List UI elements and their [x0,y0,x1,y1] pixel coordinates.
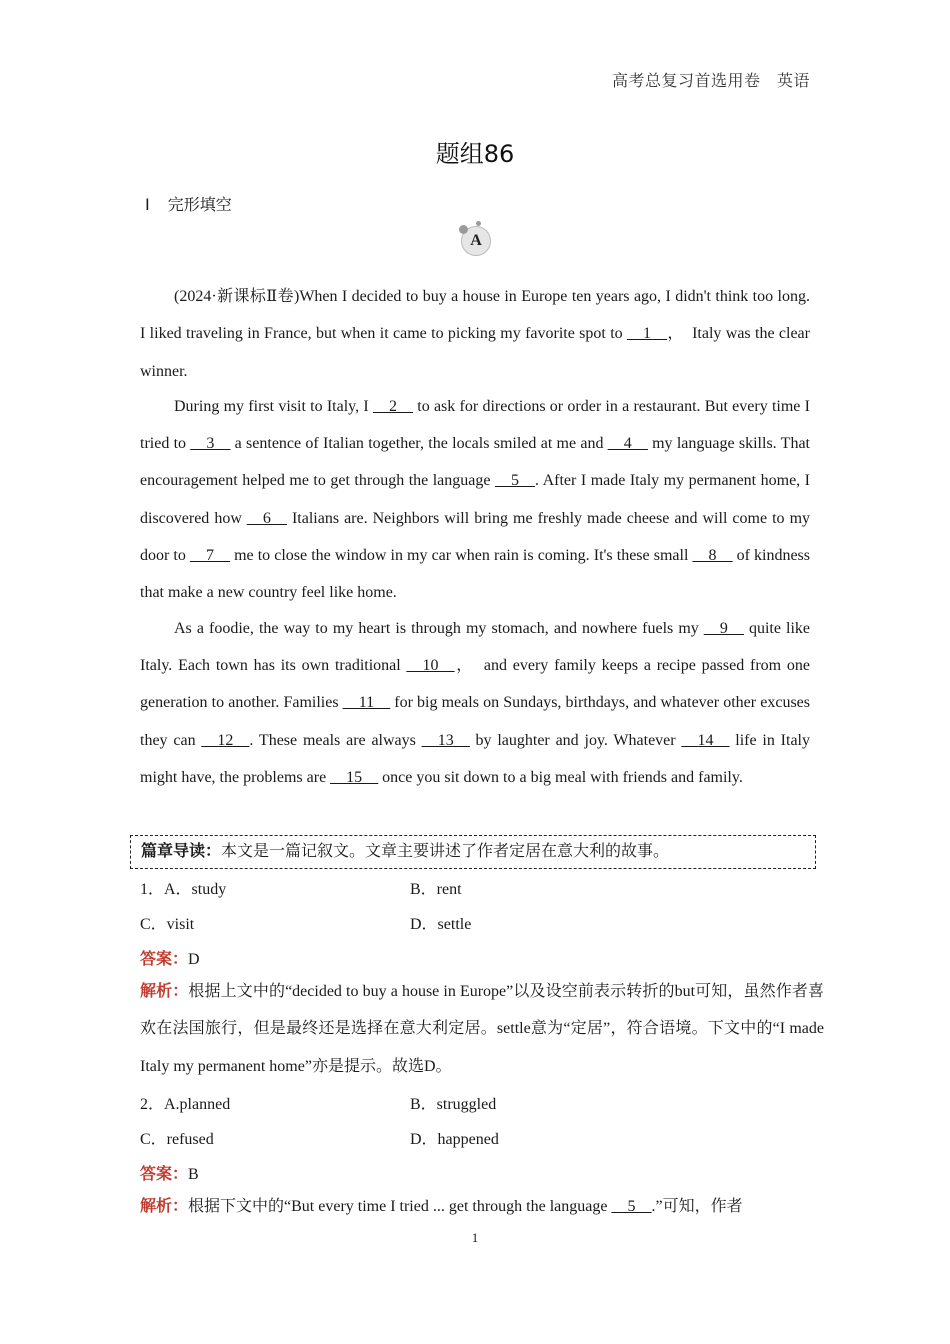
passage-paragraph-1 [140,278,810,390]
passage-a-badge-icon [461,226,491,256]
chapter-guide-box [130,835,816,869]
passage-text: my language skills. That encouragement helped me to get through the language [140,435,810,490]
blank-13: __13__ [421,731,470,749]
blank-3: __3__ [190,435,231,453]
cloze-passage [140,278,810,794]
blank-11: __11__ [342,694,391,712]
guide-text: 本文是一篇记叙文。文章主要讲述了作者定居在意大利的故事。 [221,843,670,860]
header-title: 高考总复习首选用卷 英语 [611,73,810,90]
q2-answer [140,1161,199,1184]
explanation-label: 解析： [140,1196,189,1215]
blank-9: __9__ [703,619,744,637]
page-number: 1 [471,1230,479,1245]
passage-text: me to close the window in my car when rain is coming. It's these small [229,547,693,565]
guide-label: 篇章导读： [141,841,222,860]
answer-value: D [188,951,200,968]
passage-text: by laughter and joy. Whatever [469,731,682,749]
q2-option-d: D．happened [410,1131,499,1148]
section-label: 完形填空 [167,195,232,214]
explanation-text: .”可知，作者 [651,1198,743,1215]
q1-option-d: D．settle [410,916,472,933]
passage-text: ， and every family keeps a recipe passed from one generation to another. Families [140,656,811,712]
blank-10: __10__ [406,656,455,674]
explanation-text: 根据上文中的“decided to buy a house in Europe”以及设空前表示转折的but可知，虽然作者喜欢在法国旅行，但是最终还是选择在意大利定居。settle意为“定居”，符合语境。下文中的“I made Italy my permanent home”亦是提示。故选D。 [140,983,824,1075]
explanation-label: 解析： [140,981,189,1000]
passage-text: ， Italy was the clear winner. [140,325,810,380]
passage-text: quite like Italy. Each town has its own traditional [140,619,810,674]
answer-label: 答案： [140,1164,189,1183]
q2-option-a: 2．A.planned [140,1096,231,1113]
passage-text: life in Italy might have, the problems are [140,731,810,786]
section-number: Ⅰ [145,197,150,214]
badge-letter: A [461,226,491,256]
section-heading [145,192,232,215]
blank-7: __7__ [189,547,230,565]
explanation-text: 根据下文中的“But every time I tried ... get through the language [188,1198,612,1215]
page-title: 题组86 [435,140,515,168]
passage-text: of kindness that make a new country feel like home. [140,547,810,602]
passage-text: Italians are. Neighbors will bring me freshly made cheese and will come to my door to [140,509,811,565]
blank-2: __2__ [372,397,413,415]
q2-option-c: C．refused [140,1131,214,1148]
blank-1: __1__ [627,325,668,343]
q1-option-a: 1．A．study [140,881,227,898]
passage-text: a sentence of Italian together, the locals smiled at me and [230,435,608,453]
q1-option-b: B．rent [410,881,462,898]
q1-answer [140,946,200,969]
passage-text: to ask for directions or order in a restaurant. But every time I tried to [140,397,810,453]
q1-option-c: C．visit [140,916,195,933]
passage-text: for big meals on Sundays, birthdays, and whatever other excuses they can [140,694,810,749]
blank-4: __4__ [607,435,648,453]
passage-paragraph-2 [140,388,810,612]
q2-explanation [140,1187,810,1225]
badge-dot [476,221,481,226]
blank-12: __12__ [201,731,250,749]
passage-paragraph-3 [140,610,810,796]
passage-text: During my first visit to Italy, I [174,397,373,415]
passage-text: . These meals are always [249,731,422,749]
blank-6: __6__ [246,509,287,527]
passage-text: (2024·新课标Ⅱ卷)When I decided to buy a house in Europe ten years ago, I didn't think too long. I liked traveling in France, but when it came to picking my favorite spot to [140,288,810,343]
blank-15: __15__ [330,768,379,786]
badge-dot [459,225,468,234]
blank-5: __5__ [494,472,535,490]
passage-text: . After I made Italy my permanent home, I discovered how [140,472,810,527]
answer-label: 答案： [140,949,189,968]
q2-option-b: B．struggled [410,1096,497,1113]
q1-explanation [140,972,824,1085]
blank-5-ref: __5__ [611,1198,652,1215]
answer-value: B [188,1166,199,1183]
passage-text: As a foodie, the way to my heart is through my stomach, and nowhere fuels my [174,619,704,637]
passage-text: once you sit down to a big meal with friends and family. [378,768,743,786]
blank-14: __14__ [681,731,730,749]
blank-8: __8__ [692,547,733,565]
